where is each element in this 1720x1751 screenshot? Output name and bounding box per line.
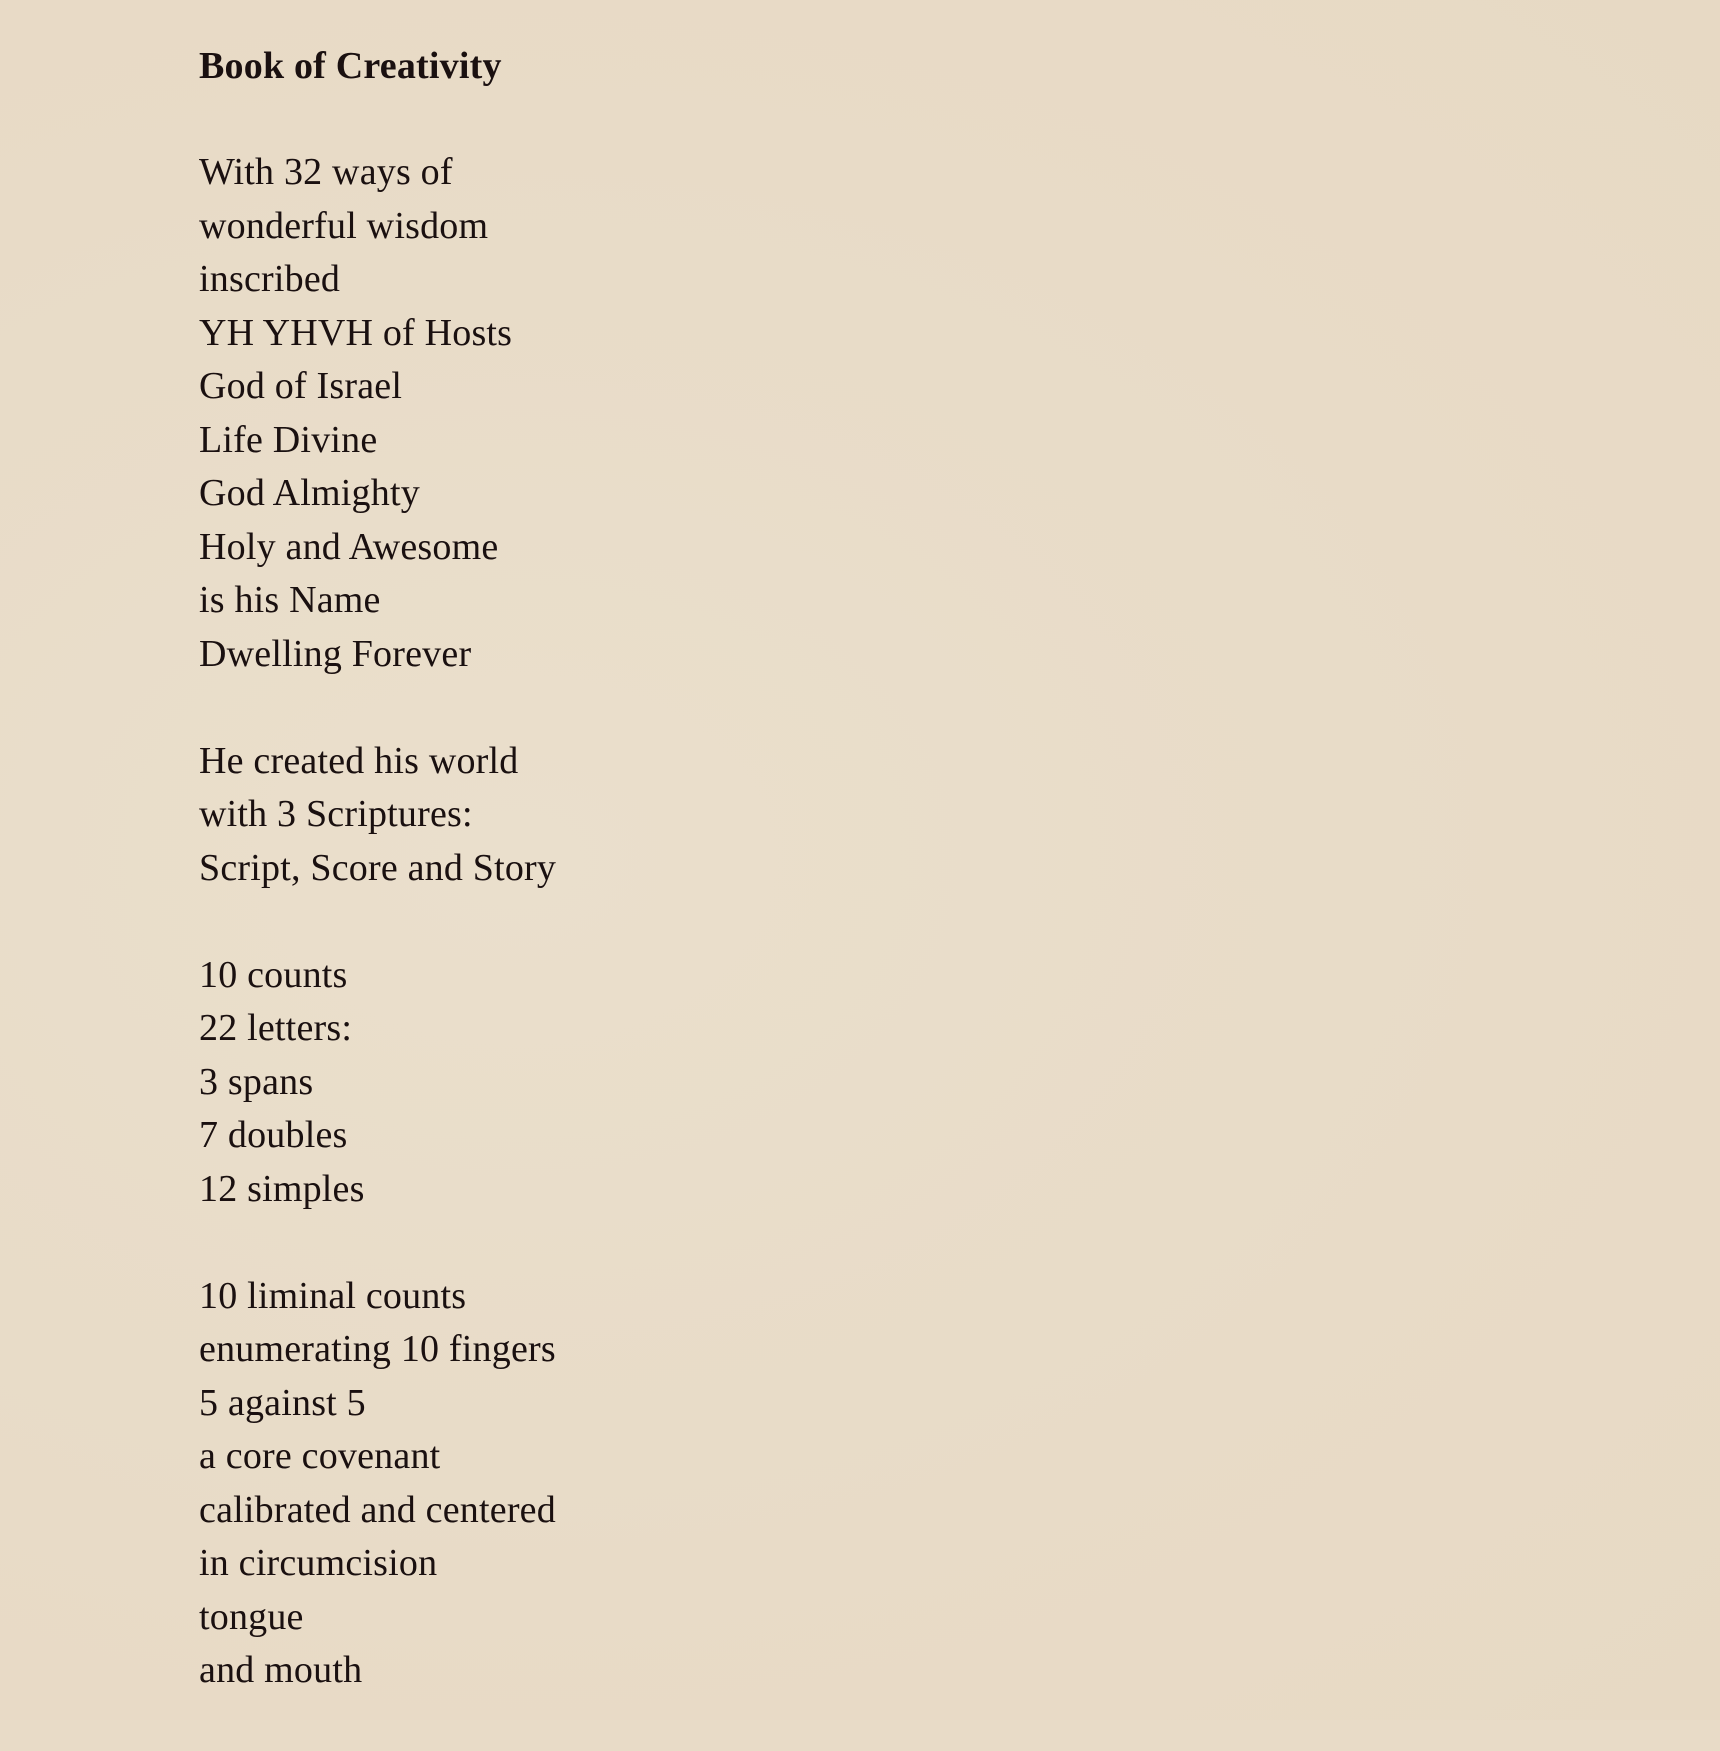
poem-line: wonderful wisdom xyxy=(199,204,489,247)
poem-line: is his Name xyxy=(199,579,381,621)
poem-text xyxy=(199,40,1099,1751)
stanza-4 xyxy=(199,1270,1099,1698)
poem-line: Script, Score and Story xyxy=(199,846,557,889)
poem-line: Dwelling Forever xyxy=(199,632,472,675)
poem-line: 10 counts xyxy=(199,953,348,996)
stanza-1 xyxy=(199,146,1099,681)
poem-line: with 3 Scriptures: xyxy=(199,793,473,835)
poem-line: inscribed xyxy=(199,258,341,300)
stanza-3 xyxy=(199,949,1099,1217)
stanza-2 xyxy=(199,735,1099,896)
poem-line: 10 liminal counts xyxy=(199,1274,467,1317)
poem-line: a core covenant xyxy=(199,1435,441,1477)
poem-line: 12 simples xyxy=(199,1167,365,1210)
poem-line: 7 doubles xyxy=(199,1114,348,1156)
poem-line: 22 letters: xyxy=(199,1007,353,1049)
poem-line: enumerating 10 fingers xyxy=(199,1328,556,1370)
poem-line: and mouth xyxy=(199,1649,363,1691)
poem-line: God of Israel xyxy=(199,365,403,407)
poem-line: YH YHVH of Hosts xyxy=(199,311,513,354)
document-title: Book of Creativity xyxy=(199,45,502,87)
poem-line: Holy and Awesome xyxy=(199,525,499,568)
poem-line: 3 spans xyxy=(199,1060,314,1103)
poem-line: With 32 ways of xyxy=(199,151,453,193)
poem-line: in circumcision xyxy=(199,1542,438,1584)
poem-line: He created his world xyxy=(199,739,519,782)
poem-line: 5 against 5 xyxy=(199,1381,366,1424)
poem-line: tongue xyxy=(199,1595,304,1638)
poem-line: calibrated and centered xyxy=(199,1488,556,1531)
poem-line: God Almighty xyxy=(199,472,420,514)
poem-line: Life Divine xyxy=(199,418,378,461)
